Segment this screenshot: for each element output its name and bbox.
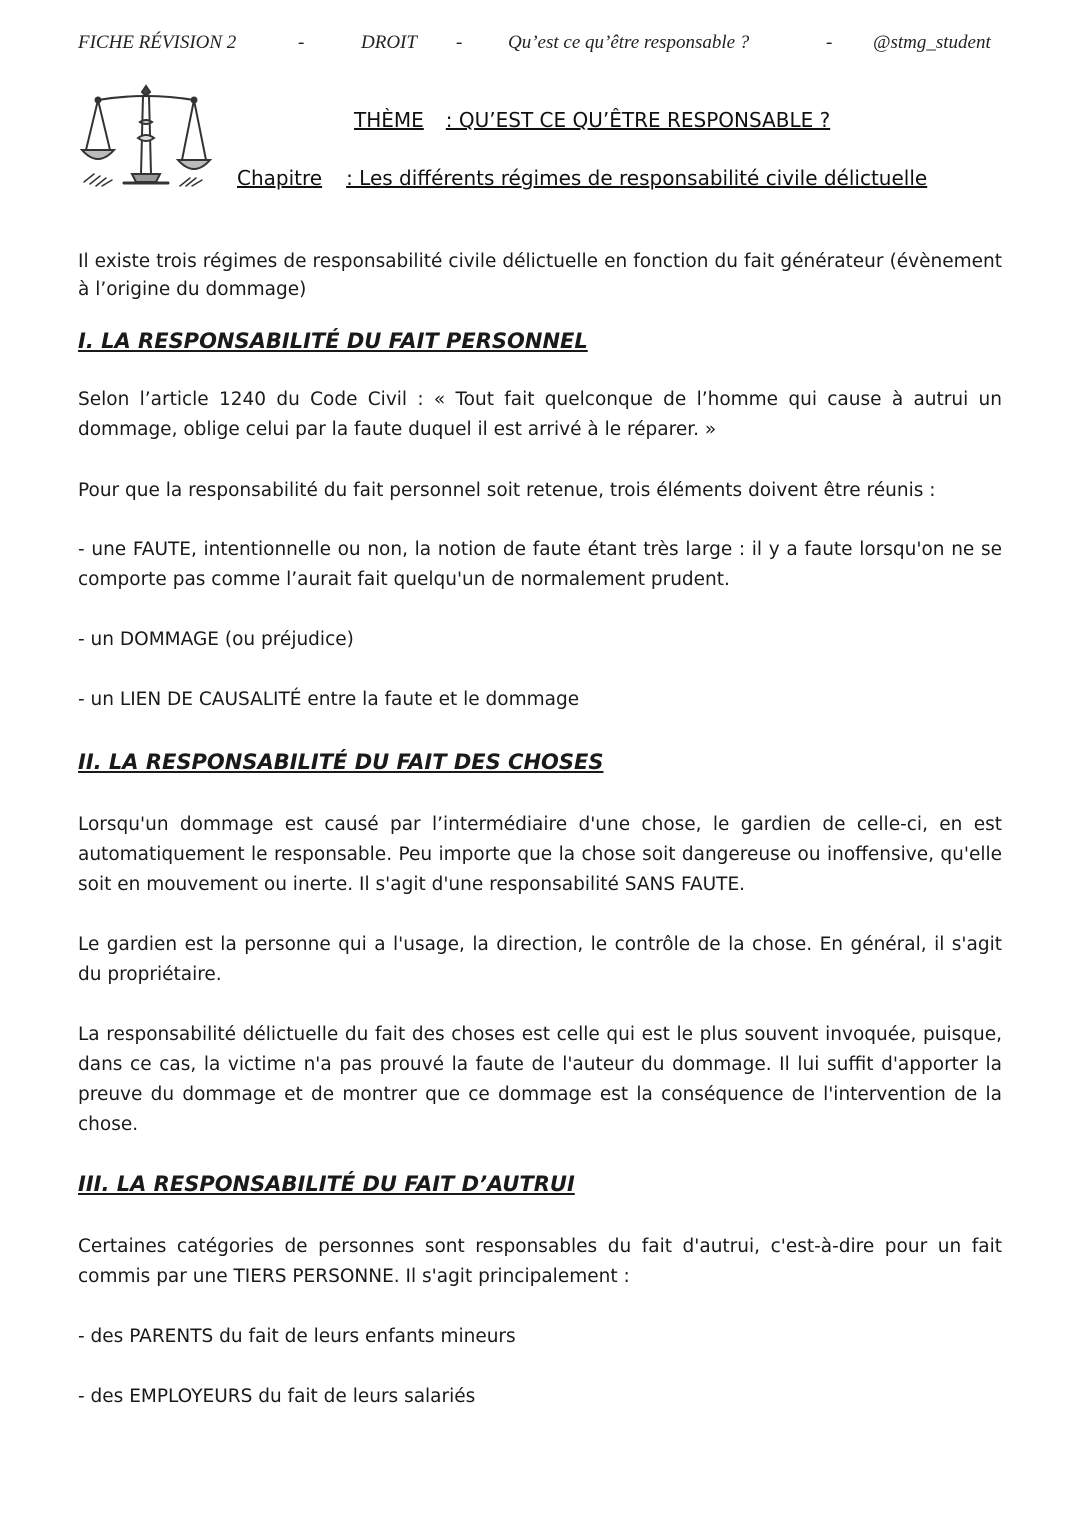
page-header bbox=[78, 32, 1008, 58]
header-separator: - bbox=[298, 32, 305, 53]
chapter-title bbox=[237, 166, 927, 190]
list-item: - un LIEN DE CAUSALITÉ entre la faute et le dommage bbox=[78, 689, 580, 710]
section-1-title: I. LA RESPONSABILITÉ DU FAIT PERSONNEL bbox=[78, 329, 588, 353]
list-item: - des PARENTS du fait de leurs enfants mineurs bbox=[78, 1326, 516, 1347]
section-3-title: III. LA RESPONSABILITÉ DU FAIT D’AUTRUI bbox=[78, 1172, 575, 1196]
header-topic: Qu’est ce qu’être responsable ? bbox=[508, 32, 750, 53]
list-item: - des EMPLOYEURS du fait de leurs salariés bbox=[78, 1386, 476, 1407]
list-item: - une FAUTE, intentionnelle ou non, la notion de faute étant très large : il y a faute lorsqu'on ne se comporte pas comme l’aurait fait quelqu'un de normalement prudent. bbox=[78, 539, 1002, 590]
scales-of-justice-icon bbox=[80, 82, 212, 192]
header-sheet-label: FICHE RÉVISION 2 bbox=[78, 32, 237, 53]
header-subject: DROIT bbox=[361, 32, 417, 53]
header-separator: - bbox=[456, 32, 463, 53]
chapter-label: Chapitre bbox=[237, 166, 323, 190]
theme-value: : QU’EST CE QU’ÊTRE RESPONSABLE ? bbox=[445, 108, 831, 132]
paragraph: Pour que la responsabilité du fait personnel soit retenue, trois éléments doivent être réunis : bbox=[78, 480, 936, 501]
intro-paragraph: Il existe trois régimes de responsabilité civile délictuelle en fonction du fait générateur (évènement à l’origine du dommage) bbox=[78, 251, 1002, 300]
section-2-title: II. LA RESPONSABILITÉ DU FAIT DES CHOSES bbox=[78, 750, 604, 774]
paragraph: Selon l’article 1240 du Code Civil : « Tout fait quelconque de l’homme qui cause à autrui un dommage, oblige celui par la faute duquel il est arrivé à le réparer. » bbox=[78, 389, 1002, 440]
list-item: - un DOMMAGE (ou préjudice) bbox=[78, 629, 354, 650]
theme-title bbox=[354, 108, 830, 132]
paragraph: La responsabilité délictuelle du fait des choses est celle qui est le plus souvent invoquée, puisque, dans ce cas, la victime n'a pas prouvé la faute de l'auteur du dommage. Il lui suffit d'apporter la preuve du dommage et de montrer que ce dommage est la conséquence de l'intervention de la chose. bbox=[78, 1024, 1002, 1135]
paragraph: Certaines catégories de personnes sont responsables du fait d'autrui, c'est-à-dire pour un fait commis par une TIERS PERSONNE. Il s'agit principalement : bbox=[78, 1236, 1002, 1287]
paragraph: Lorsqu'un dommage est causé par l’intermédiaire d'une chose, le gardien de celle-ci, en est automatiquement le responsable. Peu importe que la chose soit dangereuse ou inoffensive, qu'elle soit en mouvement ou inerte. Il s'agit d'une responsabilité SANS FAUTE. bbox=[78, 814, 1002, 895]
chapter-value: : Les différents régimes de responsabilité civile délictuelle bbox=[346, 166, 928, 190]
header-handle: @stmg_student bbox=[873, 32, 991, 53]
header-separator: - bbox=[826, 32, 833, 53]
paragraph: Le gardien est la personne qui a l'usage, la direction, le contrôle de la chose. En général, il s'agit du propriétaire. bbox=[78, 934, 1002, 985]
theme-label: THÈME bbox=[354, 108, 424, 132]
